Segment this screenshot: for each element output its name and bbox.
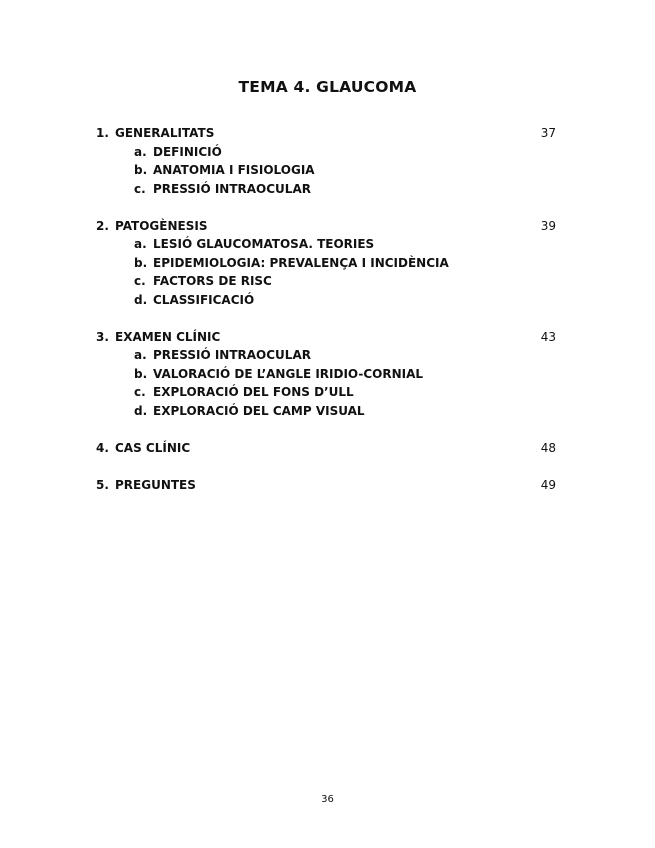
subsection-item (96, 367, 556, 386)
footer-page-number: 36 (321, 794, 334, 805)
toc-section (96, 478, 556, 497)
subsection-item (96, 293, 556, 312)
subsection-item (96, 404, 556, 423)
subsection-item (96, 256, 556, 275)
subsection-title: EPIDEMIOLOGIA: PREVALENÇA I INCIDÈNCIA (153, 255, 449, 270)
subsection-item (96, 163, 556, 182)
subsection-item (96, 145, 556, 164)
section-number: 5. (96, 477, 109, 492)
table-of-contents (96, 126, 556, 515)
section-title: PREGUNTES (115, 477, 196, 492)
section-title: EXAMEN CLÍNIC (115, 329, 221, 344)
subsection-letter: a. (134, 348, 147, 362)
section-page-number: 39 (540, 218, 556, 233)
section-page-number: 49 (540, 477, 556, 492)
section-number: 2. (96, 218, 109, 233)
subsection-letter: d. (134, 292, 148, 307)
subsection-letter: c. (134, 274, 146, 288)
toc-section-row (96, 219, 556, 238)
section-title: GENERALITATS (115, 126, 215, 140)
section-title: CAS CLÍNIC (115, 440, 191, 455)
toc-section-row (96, 441, 556, 460)
subsection-letter: d. (134, 403, 148, 418)
section-number: 3. (96, 329, 109, 344)
subsection-letter: c. (134, 385, 146, 399)
subsection-letter: c. (134, 181, 146, 196)
toc-section-row (96, 330, 556, 349)
subsection-title: EXPLORACIÓ DEL FONS D’ULL (153, 385, 354, 399)
subsection-title: EXPLORACIÓ DEL CAMP VISUAL (153, 403, 365, 418)
subsection-list (96, 237, 556, 311)
subsection-item (96, 348, 556, 367)
subsection-title: PRESSIÓ INTRAOCULAR (153, 181, 311, 196)
subsection-list (96, 145, 556, 201)
subsection-letter: a. (134, 237, 147, 251)
subsection-title: ANATOMIA I FISIOLOGIA (153, 163, 315, 177)
subsection-title: FACTORS DE RISC (153, 274, 272, 288)
toc-section (96, 330, 556, 423)
section-title: PATOGÈNESIS (115, 218, 208, 233)
toc-section-row (96, 126, 556, 145)
section-page-number: 37 (540, 126, 556, 140)
subsection-letter: b. (134, 366, 148, 381)
section-page-number: 48 (540, 440, 556, 455)
subsection-item (96, 385, 556, 404)
subsection-letter: a. (134, 144, 147, 159)
subsection-title: CLASSIFICACIÓ (153, 292, 255, 307)
section-number: 1. (96, 126, 109, 140)
subsection-letter: b. (134, 163, 148, 177)
toc-section-row (96, 478, 556, 497)
subsection-letter: b. (134, 255, 148, 270)
subsection-item (96, 237, 556, 256)
subsection-title: LESIÓ GLAUCOMATOSA. TEORIES (153, 237, 375, 251)
subsection-item (96, 182, 556, 201)
subsection-list (96, 348, 556, 422)
page-title: TEMA 4. GLAUCOMA (238, 78, 417, 96)
toc-section (96, 441, 556, 460)
subsection-title: PRESSIÓ INTRAOCULAR (153, 348, 311, 362)
subsection-title: VALORACIÓ DE L’ANGLE IRIDIO-CORNIAL (153, 366, 424, 381)
toc-section (96, 219, 556, 312)
section-number: 4. (96, 440, 109, 455)
subsection-title: DEFINICIÓ (153, 144, 222, 159)
subsection-item (96, 274, 556, 293)
toc-section (96, 126, 556, 200)
section-page-number: 43 (540, 329, 556, 344)
